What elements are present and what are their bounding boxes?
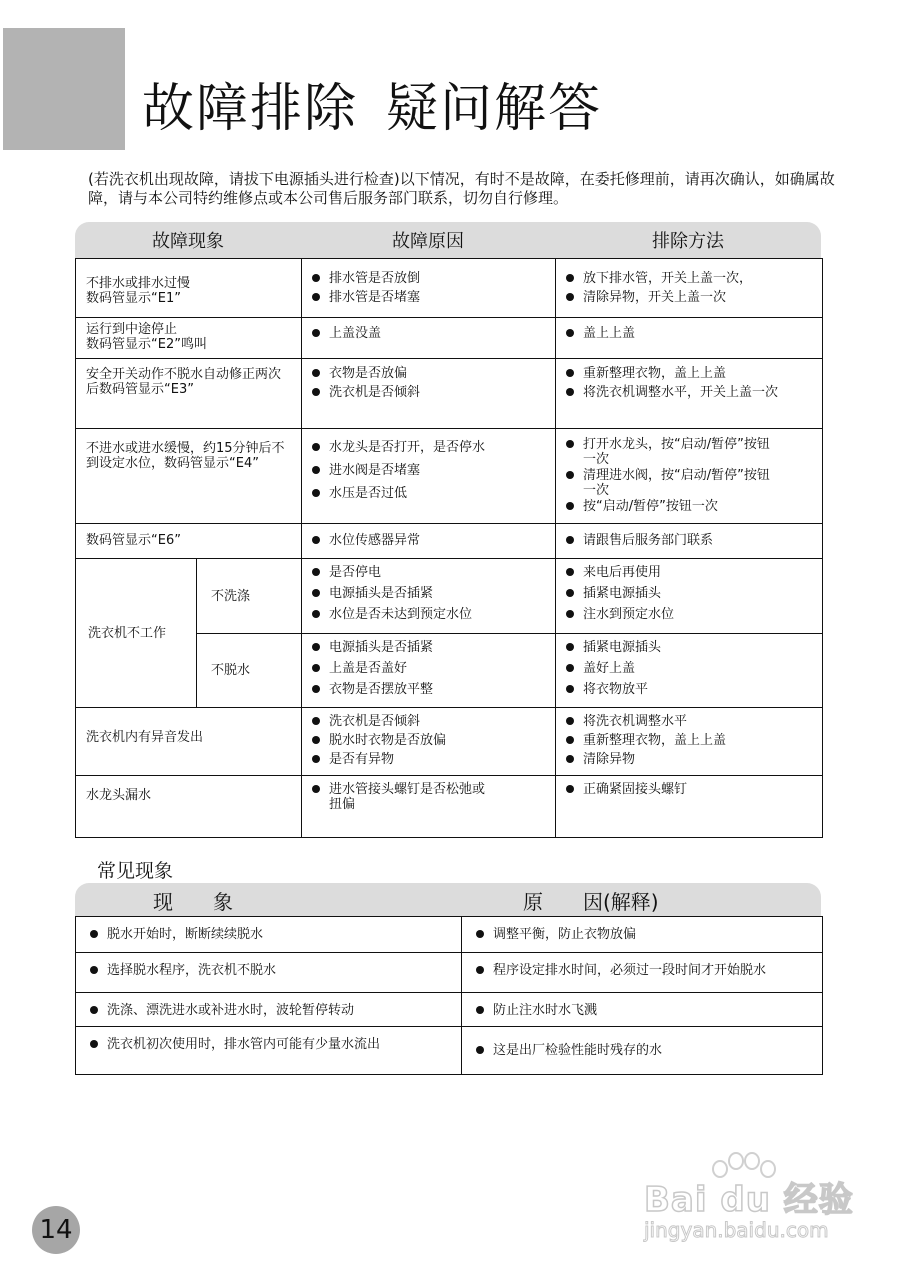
remedy-cell <box>556 259 823 318</box>
remedy-cell <box>556 524 823 559</box>
phenomenon-cell <box>76 953 462 993</box>
list-item: 插紧电源插头 <box>566 640 816 655</box>
list-item: 是否停电 <box>312 565 549 580</box>
reason-cell <box>462 917 823 953</box>
header-cause: 故障原因 <box>392 231 464 252</box>
remedy-cell <box>556 634 823 708</box>
remedy-cell <box>556 708 823 776</box>
list-item: 水位是否未达到预定水位 <box>312 607 549 622</box>
list-item: 这是出厂检验性能时残存的水 <box>476 1043 814 1058</box>
list-item: 重新整理衣物，盖上上盖 <box>566 366 816 381</box>
list-item: 正确紧固接头螺钉 <box>566 782 816 797</box>
page-number: 14 <box>32 1206 80 1254</box>
header-symptom: 故障现象 <box>152 231 224 252</box>
corner-gray-block <box>3 28 125 150</box>
table-row <box>76 953 823 993</box>
table-row <box>76 776 823 838</box>
cause-cell <box>302 359 556 429</box>
table-row <box>76 708 823 776</box>
list-item: 调整平衡，防止衣物放偏 <box>476 927 814 942</box>
table-row <box>76 993 823 1027</box>
watermark-url: jingyan.baidu.com <box>644 1218 829 1242</box>
list-item: 进水管接头螺钉是否松弛或扭偏 <box>312 782 495 812</box>
symptom-cell: 运行到中途停止 数码管显示“E2”鸣叫 <box>76 318 302 359</box>
header-reason: 原 因(解释) <box>523 889 659 914</box>
title-troubleshooting: 故障排除 <box>142 79 359 139</box>
remedy-cell <box>556 559 823 634</box>
title-faq: 疑问解答 <box>386 79 603 139</box>
cause-cell <box>302 634 556 708</box>
cause-cell <box>302 318 556 359</box>
remedy-cell <box>556 318 823 359</box>
list-item: 插紧电源插头 <box>566 586 816 601</box>
fault-table-header <box>75 222 821 258</box>
list-item: 清理进水阀，按“启动/暂停”按钮一次 <box>566 468 782 498</box>
table-row <box>76 1027 823 1075</box>
cause-cell <box>302 559 556 634</box>
list-item: 打开水龙头，按“启动/暂停”按钮一次 <box>566 437 782 467</box>
phenomenon-cell <box>76 917 462 953</box>
common-table-header <box>75 883 821 917</box>
list-item: 将洗衣机调整水平 <box>566 714 816 729</box>
list-item: 水龙头是否打开，是否停水 <box>312 440 549 455</box>
list-item: 排水管是否堵塞 <box>312 290 549 305</box>
list-item: 盖好上盖 <box>566 661 816 676</box>
symptom-cell: 数码管显示“E6” <box>76 524 302 559</box>
sub-symptom-cell: 不脱水 <box>197 634 302 708</box>
paw-icon-toe <box>728 1152 744 1170</box>
common-section-title: 常见现象 <box>97 860 174 882</box>
page-title <box>142 78 602 140</box>
list-item: 洗衣机初次使用时，排水管内可能有少量水流出 <box>90 1037 447 1052</box>
list-item: 衣物是否摆放平整 <box>312 682 549 697</box>
list-item: 进水阀是否堵塞 <box>312 463 549 478</box>
symptom-cell: 不进水或进水缓慢，约15分钟后不到设定水位，数码管显示“E4” <box>76 429 302 524</box>
list-item: 水位传感器异常 <box>312 533 549 548</box>
cause-cell <box>302 259 556 318</box>
list-item: 按“启动/暂停”按钮一次 <box>566 499 782 514</box>
table-row <box>76 559 823 634</box>
list-item: 注水到预定水位 <box>566 607 816 622</box>
list-item: 选择脱水程序，洗衣机不脱水 <box>90 963 453 978</box>
sub-symptom-cell: 不洗涤 <box>197 559 302 634</box>
list-item: 排水管是否放倒 <box>312 271 549 286</box>
cause-cell <box>302 429 556 524</box>
table-row <box>76 429 823 524</box>
paw-icon-toe <box>744 1152 760 1170</box>
reason-cell <box>462 993 823 1027</box>
remedy-cell <box>556 359 823 429</box>
list-item: 脱水时衣物是否放偏 <box>312 733 549 748</box>
symptom-cell: 洗衣机不工作 <box>76 559 197 708</box>
list-item: 盖上上盖 <box>566 326 816 341</box>
header-phenomenon: 现 象 <box>153 889 233 914</box>
list-item: 防止注水时水飞溅 <box>476 1003 814 1018</box>
fault-table <box>75 258 823 838</box>
list-item: 脱水开始时，断断续续脱水 <box>90 927 453 942</box>
phenomenon-cell <box>76 993 462 1027</box>
watermark-brand: Bai du 经验 <box>644 1180 854 1220</box>
reason-cell <box>462 1027 823 1075</box>
cause-cell <box>302 708 556 776</box>
list-item: 洗衣机是否倾斜 <box>312 385 549 400</box>
table-row <box>76 524 823 559</box>
list-item: 电源插头是否插紧 <box>312 586 549 601</box>
list-item: 洗涤、漂洗进水或补进水时，波轮暂停转动 <box>90 1003 453 1018</box>
list-item: 上盖是否盖好 <box>312 661 549 676</box>
list-item: 洗衣机是否倾斜 <box>312 714 549 729</box>
cause-cell <box>302 524 556 559</box>
list-item: 重新整理衣物，盖上上盖 <box>566 733 816 748</box>
symptom-cell: 安全开关动作不脱水自动修正两次后数码管显示“E3” <box>76 359 302 429</box>
table-row <box>76 318 823 359</box>
list-item: 水压是否过低 <box>312 486 549 501</box>
list-item: 放下排水管，开关上盖一次， <box>566 271 816 286</box>
remedy-cell <box>556 776 823 838</box>
list-item: 程序设定排水时间，必须过一段时间才开始脱水 <box>476 963 814 978</box>
list-item: 将衣物放平 <box>566 682 816 697</box>
symptom-cell: 不排水或排水过慢 数码管显示“E1” <box>76 259 302 318</box>
reason-cell <box>462 953 823 993</box>
cause-cell <box>302 776 556 838</box>
common-table <box>75 916 823 1075</box>
header-remedy: 排除方法 <box>652 231 724 252</box>
table-row <box>76 359 823 429</box>
list-item: 电源插头是否插紧 <box>312 640 549 655</box>
list-item: 清除异物，开关上盖一次 <box>566 290 816 305</box>
table-row <box>76 259 823 318</box>
phenomenon-cell <box>76 1027 462 1075</box>
list-item: 衣物是否放偏 <box>312 366 549 381</box>
list-item: 将洗衣机调整水平，开关上盖一次 <box>566 385 816 400</box>
remedy-cell <box>556 429 823 524</box>
baidu-watermark <box>640 1150 870 1250</box>
list-item: 是否有异物 <box>312 752 549 767</box>
symptom-cell: 水龙头漏水 <box>76 776 302 838</box>
list-item: 上盖没盖 <box>312 326 549 341</box>
list-item: 来电后再使用 <box>566 565 816 580</box>
list-item: 请跟售后服务部门联系 <box>566 533 816 548</box>
symptom-cell: 洗衣机内有异音发出 <box>76 708 302 776</box>
table-row <box>76 917 823 953</box>
intro-paragraph: (若洗衣机出现故障，请拔下电源插头进行检查)以下情况，有时不是故障，在委托修理前，请再次确认，如确属故障，请与本公司特约维修点或本公司售后服务部门联系，切勿自行修理。 <box>88 170 835 207</box>
list-item: 清除异物 <box>566 752 816 767</box>
